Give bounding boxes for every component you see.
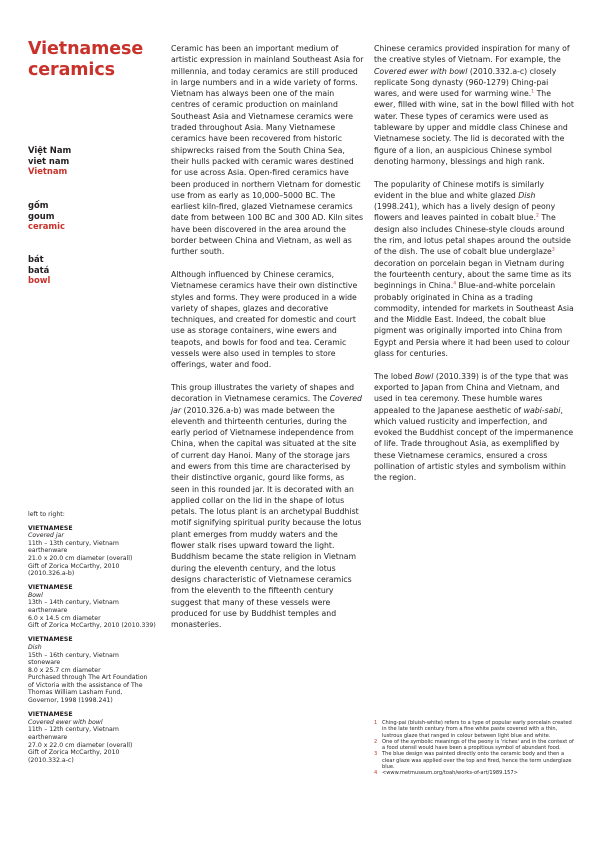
term-vietnamese: bát: [28, 254, 44, 264]
footnote-text: One of the symbolic meanings of the peony is 'riches' and in the context of a food utensil would have been a propitious symbol of abundant food.: [382, 738, 574, 752]
text-run: (2010.326.a-b) was made between the eleventh and thirteenth centuries, during the early period of Vietnamese independence from China, when the capital was situated at the site of current day Hanoi. Many of the storage jars and ewers from this time are characterised by their distinctive organic, gourd like forms, as seen in this rounded jar. It is decorated with an applied collar on the lid in the shape of lotus petals. The lotus plant is an archetypal Buddhist motif signifying spiritual purity because the lotus plant emerges from muddy waters and the flower stalk rises upward toward the light. Buddhism became the state religion in Vietnam during the eleventh century, and the lotus designs characteristic of Vietnamese ceramics from the eleventh to the fifteenth century suggest that many of these vessels were produced for use by Buddhist temples and monasteries.: [171, 405, 362, 630]
caption-line: Gift of Zorica McCarthy, 2010: [28, 562, 120, 570]
caption-bowl: [28, 584, 158, 630]
term-english: bowl: [28, 275, 51, 285]
footnote: [374, 770, 574, 776]
footnote-number: 2: [374, 738, 378, 745]
artwork-title: Bowl: [414, 371, 434, 381]
term-pronunciation: batá: [28, 264, 50, 275]
artwork-title: Dish: [518, 190, 536, 200]
body-paragraph: [374, 371, 574, 484]
caption-line: 11th – 13th century, Vietnam: [28, 539, 119, 547]
caption-line: 6.0 x 14.5 cm diameter: [28, 614, 101, 622]
caption-maker: VIETNAMESE: [28, 636, 73, 644]
caption-line: earthenware: [28, 547, 68, 555]
footnote-ref: 3: [551, 247, 555, 253]
footnote-ref: 1: [531, 89, 535, 95]
caption-title: Dish: [28, 643, 42, 651]
footnote-text: <www.metmuseum.org/toah/works-of-art/1989.157>: [382, 770, 518, 777]
body-paragraph: Ceramic has been an important medium of artistic expression in mainland Southeast Asia for millennia, and today ceramics are still produced in large numbers and in a wide variety of forms. Vietnam has always been one of the main centres of ceramic production on mainland Southeast Asia and Vietnamese ceramics were traded throughout Asia. Many Vietnamese ceramics have been recovered from historic shipwrecks raised from the South China Sea, their hulls packed with ceramic wares destined for use across Asia. Open-fired ceramics have been produced in northern Vietnam for domestic use from as early as 10,000–5000 BC. The earliest kiln-fired, glazed Vietnamese ceramics date from between 100 BC and 300 AD. Kiln sites have been discovered in the area around the border between China and Vietnam, as well as further south.: [171, 44, 364, 257]
text-run: (2010.332.a-c) closely replicate Song dynasty (960-1279) Ching-pai wares, and were used for warming wine.: [374, 66, 557, 99]
artwork-title: Covered ewer with bowl: [374, 66, 468, 76]
caption-line: Purchased through The Art Foundation: [28, 674, 148, 682]
caption-covered-ewer: [28, 711, 158, 764]
object-captions: [28, 511, 158, 771]
term-pronunciation: viet nam: [28, 155, 70, 166]
caption-title: Covered jar: [28, 532, 64, 540]
caption-maker: VIETNAMESE: [28, 524, 73, 532]
body-column-middle: [171, 43, 364, 642]
caption-line: earthenware: [28, 607, 68, 615]
text-run: (2010.339) is of the type that was exported to Japan from China and Vietnam, and used in tea ceremony. These humble wares appealed to the Japanese aesthetic of: [374, 371, 569, 415]
caption-line: of Victoria with the assistance of The: [28, 681, 143, 689]
caption-line: stoneware: [28, 659, 61, 667]
term-english: Vietnam: [28, 166, 68, 176]
body-paragraph: [374, 179, 574, 360]
caption-title: Covered ewer with bowl: [28, 718, 103, 726]
caption-covered-jar: [28, 525, 158, 578]
text-run: , which valued rusticity and imperfection, and evoked the Buddhist concept of the impermanence of life. Trade throughout Asia, as exemplified by these Vietnamese ceramics, ensured a cross pollination of artistic styles and symbolism within the region.: [374, 405, 574, 483]
term-vietnamese: gốm: [28, 200, 49, 210]
text-run: The design also includes Chinese-style clouds around the rim, and lotus petal shapes around the outside of the dish. The use of cobalt blue underglaze: [374, 213, 571, 257]
text-run: The popularity of Chinese motifs is similarly evident in the blue and white glazed: [374, 179, 545, 200]
caption-maker: VIETNAMESE: [28, 584, 73, 592]
text-run: (1998.241), which has a lively design of peony flowers and leaves painted in cobalt blue.: [374, 202, 556, 223]
caption-title: Bowl: [28, 591, 43, 599]
caption-line: 27.0 x 22.0 cm diameter (overall): [28, 741, 133, 749]
footnote-number: 3: [374, 751, 378, 758]
text-run: Blue-and-white porcelain probably originated in China as a trading commodity, intended for markets in Southeast Asia and the Middle East. Indeed, the cobalt blue pigment was originally imported into China from Egypt and Persia where it had been used to colour glass for centuries.: [374, 281, 574, 359]
caption-maker: VIETNAMESE: [28, 711, 73, 719]
term-english: ceramic: [28, 221, 65, 231]
footnote-text: The blue design was painted directly onto the ceramic body and then a clear glaze was applied over the top and fired, hence the term underglaze blue.: [382, 751, 572, 771]
footnotes: [374, 720, 574, 777]
caption-line: Governor, 1998 (1998.241): [28, 697, 113, 705]
caption-line: earthenware: [28, 733, 68, 741]
footnote-number: 4: [374, 770, 378, 777]
caption-line: Gift of Zorica McCarthy, 2010: [28, 749, 120, 757]
footnote: [374, 739, 574, 752]
term-group-ceramic: [28, 200, 158, 232]
footnote: [374, 720, 574, 739]
text-run: The lobed: [374, 371, 415, 381]
term-vietnamese: Việt Nam: [28, 145, 72, 155]
caption-line: 8.0 x 25.7 cm diameter: [28, 666, 101, 674]
page-title: Vietnamese ceramics: [28, 39, 144, 80]
text-run: decoration on porcelain began in Vietnam during the fourteenth century, about the same time as its beginnings in China.: [374, 258, 572, 291]
caption-line: (2010.332.a-c): [28, 756, 74, 764]
term-group-vietnam: [28, 145, 158, 177]
text-run: This group illustrates the variety of shapes and decoration in Vietnamese ceramics. The: [171, 382, 355, 404]
footnote: [374, 751, 574, 770]
text-run: The ewer, filled with wine, sat in the bowl filled with hot water. These types of ceramics were used as tableware by upper and middle class Chinese and Vietnamese society. The lid is decorated with the figure of a lion, an auspicious Chinese symbol denoting harmony, blessings and high rank.: [374, 89, 574, 166]
text-run: Chinese ceramics provided inspiration for many of the creative styles of Vietnam. For example, the: [374, 44, 570, 65]
caption-dish: [28, 636, 158, 704]
captions-intro: left to right:: [28, 511, 65, 518]
caption-line: Gift of Zorica McCarthy, 2010 (2010.339): [28, 622, 156, 630]
body-paragraph: [171, 382, 364, 631]
caption-line: (2010.326.a-b): [28, 570, 75, 578]
caption-line: 15th – 16th century, Vietnam: [28, 651, 119, 659]
artwork-title: Covered jar: [171, 394, 362, 415]
footnote-text: Ching-pai (bluish-white) refers to a type of popular early porcelain created in the late tenth century from a fine white paste covered with a thin, lustrous glaze that ranged in colour between light blue and white.: [382, 720, 572, 739]
caption-line: 21.0 x 20.0 cm diameter (overall): [28, 554, 133, 562]
caption-line: 13th – 14th century, Vietnam: [28, 599, 119, 607]
term-group-bowl: [28, 254, 158, 286]
footnote-number: 1: [374, 720, 378, 726]
italic-term: wabi-sabi: [523, 405, 561, 415]
body-paragraph: [374, 43, 574, 167]
term-pronunciation: goum: [28, 210, 55, 221]
body-paragraph: Although influenced by Chinese ceramics, Vietnamese ceramics have their own distinctive styles and forms. They were produced in a wide variety of shapes, glazes and decorative techniques, and created for domestic and court use as storage containers, wine ewers and teapots, and bowls for food and tea. Ceramic vessels were also used in temples to store offerings, water and food.: [171, 269, 358, 370]
caption-line: 11th – 12th century, Vietnam: [28, 726, 119, 734]
caption-line: Thomas William Lasham Fund,: [28, 689, 123, 697]
footnote-ref: 2: [535, 213, 539, 219]
body-column-right: [374, 43, 574, 495]
footnote-ref: 4: [453, 281, 457, 287]
